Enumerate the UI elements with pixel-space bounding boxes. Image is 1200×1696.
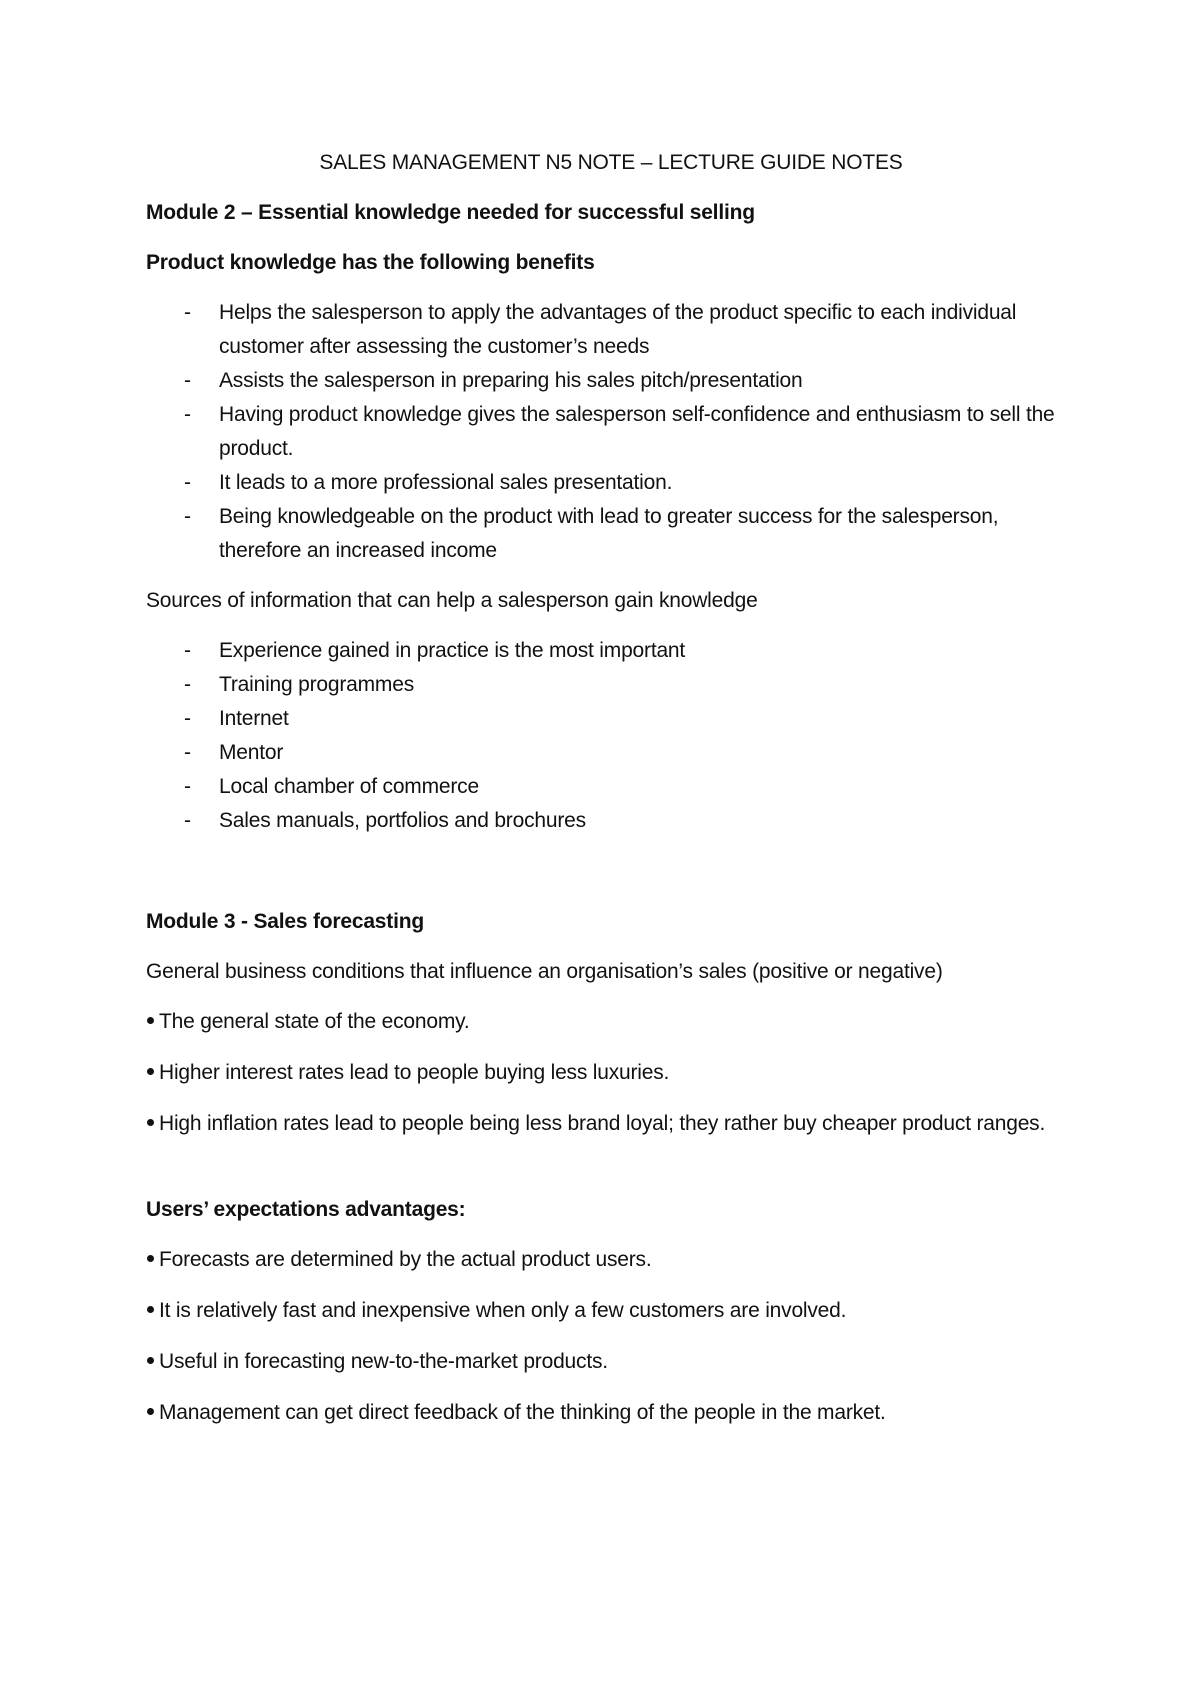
list-item-text: Internet <box>219 707 289 730</box>
dash-marker: - <box>184 775 191 798</box>
bullet-text: Higher interest rates lead to people buying less luxuries. <box>159 1061 670 1084</box>
bullet-dot-icon <box>147 1357 154 1364</box>
dash-marker: - <box>184 301 191 324</box>
dash-marker: - <box>184 707 191 730</box>
dash-marker: - <box>184 639 191 662</box>
conditions-heading: General business conditions that influence an organisation’s sales (positive or negative) <box>146 960 943 983</box>
users-expectations-heading: Users’ expectations advantages: <box>146 1198 466 1221</box>
bullet-dot-icon <box>147 1255 154 1262</box>
bullet-text: High inflation rates lead to people being less brand loyal; they rather buy cheaper product ranges. <box>159 1112 1046 1135</box>
list-item <box>146 296 1076 364</box>
section-spacer <box>146 1158 1076 1193</box>
bullet-text: It is relatively fast and inexpensive when only a few customers are involved. <box>159 1299 847 1322</box>
list-item-text: Having product knowledge gives the salesperson self-confidence and enthusiasm to sell the product. <box>219 403 1055 460</box>
bullet-item <box>146 1345 1076 1379</box>
bullet-item <box>146 1243 1076 1277</box>
section-spacer <box>146 854 1076 905</box>
dash-marker: - <box>184 673 191 696</box>
list-item-text: It leads to a more professional sales presentation. <box>219 471 673 494</box>
list-item <box>146 770 1076 804</box>
sources-list <box>146 634 1076 838</box>
dash-marker: - <box>184 741 191 764</box>
list-item <box>146 668 1076 702</box>
list-item-text: Being knowledgeable on the product with lead to greater success for the salesperson, therefore an increased income <box>219 505 999 562</box>
module-3-heading: Module 3 - Sales forecasting <box>146 910 424 933</box>
list-item-text: Assists the salesperson in preparing his sales pitch/presentation <box>219 369 803 392</box>
dash-marker: - <box>184 809 191 832</box>
list-item-text: Helps the salesperson to apply the advantages of the product specific to each individual customer after assessing the customer’s needs <box>219 301 1017 358</box>
module-2-heading: Module 2 – Essential knowledge needed for successful selling <box>146 201 755 224</box>
list-item-text: Mentor <box>219 741 284 764</box>
bullet-text: Management can get direct feedback of the thinking of the people in the market. <box>159 1401 886 1424</box>
benefits-list <box>146 296 1076 568</box>
list-item-text: Experience gained in practice is the most important <box>219 639 686 662</box>
bullet-text: The general state of the economy. <box>159 1010 470 1033</box>
dash-marker: - <box>184 369 191 392</box>
list-item <box>146 364 1076 398</box>
list-item <box>146 736 1076 770</box>
list-item <box>146 466 1076 500</box>
dash-marker: - <box>184 403 191 426</box>
list-item <box>146 500 1076 568</box>
bullet-item <box>146 1005 1076 1039</box>
bullet-item <box>146 1294 1076 1328</box>
document-content <box>146 146 1076 1447</box>
document-title: SALES MANAGEMENT N5 NOTE – LECTURE GUIDE NOTES <box>319 151 903 174</box>
list-item <box>146 398 1076 466</box>
dash-marker: - <box>184 505 191 528</box>
bullet-dot-icon <box>147 1119 154 1126</box>
list-item <box>146 634 1076 668</box>
bullet-dot-icon <box>147 1068 154 1075</box>
bullet-text: Forecasts are determined by the actual product users. <box>159 1248 652 1271</box>
benefits-heading: Product knowledge has the following benefits <box>146 251 595 274</box>
bullet-item <box>146 1107 1076 1141</box>
list-item-text: Training programmes <box>219 673 414 696</box>
bullet-item <box>146 1056 1076 1090</box>
sources-heading: Sources of information that can help a salesperson gain knowledge <box>146 589 758 612</box>
dash-marker: - <box>184 471 191 494</box>
bullet-dot-icon <box>147 1306 154 1313</box>
list-item <box>146 804 1076 838</box>
list-item <box>146 702 1076 736</box>
bullet-item <box>146 1396 1076 1430</box>
list-item-text: Local chamber of commerce <box>219 775 479 798</box>
bullet-dot-icon <box>147 1017 154 1024</box>
list-item-text: Sales manuals, portfolios and brochures <box>219 809 586 832</box>
bullet-text: Useful in forecasting new-to-the-market products. <box>159 1350 608 1373</box>
bullet-dot-icon <box>147 1408 154 1415</box>
